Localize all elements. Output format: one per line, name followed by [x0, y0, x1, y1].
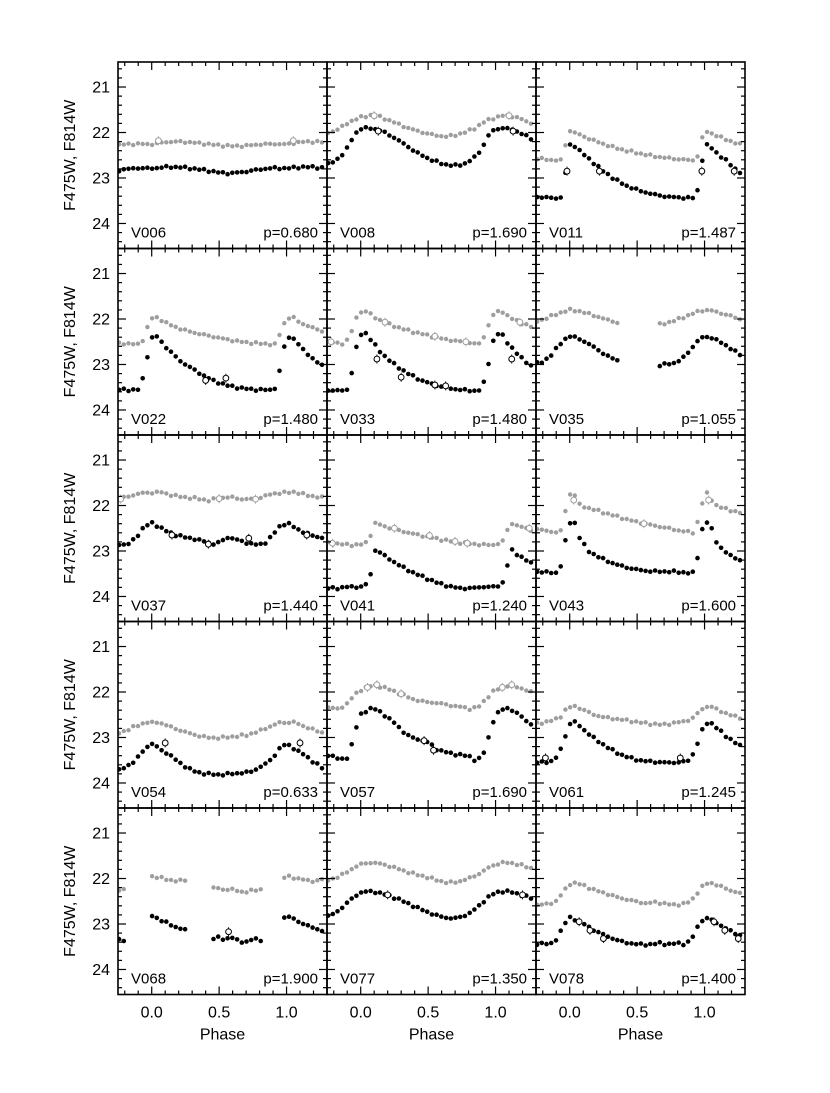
y-tick-label: 22: [92, 871, 110, 889]
panel-id-label: V078: [549, 970, 585, 988]
panel-id-label: V008: [340, 224, 376, 242]
panel-period-label: p=1.690: [472, 784, 527, 801]
y-tick-label: 24: [92, 775, 110, 793]
panel-period-label: p=1.350: [472, 970, 527, 988]
x-tick-label: 0.0: [349, 1004, 372, 1022]
y-tick-label: 24: [92, 588, 110, 606]
y-tick-label: 23: [92, 356, 110, 374]
panel-id-label: V057: [340, 784, 376, 801]
x-axis-title: Phase: [617, 1026, 664, 1044]
y-tick-label: 23: [92, 729, 110, 747]
y-tick-label: 23: [92, 543, 110, 561]
x-axis-title: Phase: [199, 1026, 246, 1044]
panel-period-label: p=0.633: [263, 784, 318, 801]
y-tick-label: 21: [92, 825, 110, 843]
x-tick-label: 0.5: [626, 1004, 649, 1022]
panel-id-label: V035: [549, 411, 585, 428]
x-tick-label: 0.5: [208, 1004, 231, 1022]
panel-period-label: p=1.900: [263, 970, 318, 988]
y-tick-label: 24: [92, 402, 110, 420]
panel-period-label: p=1.480: [263, 411, 318, 428]
y-tick-label: 23: [92, 170, 110, 188]
panel-period-label: p=1.440: [263, 597, 318, 615]
panel-period-label: p=1.055: [681, 411, 736, 428]
panel-period-label: p=1.480: [472, 411, 527, 428]
y-tick-label: 24: [92, 215, 110, 233]
y-axis-title: F475W, F814W: [62, 99, 79, 211]
panel-id-label: V068: [131, 970, 167, 988]
x-tick-label: 0.0: [558, 1004, 581, 1022]
panel-period-label: p=1.690: [472, 224, 527, 242]
panel-id-label: V043: [549, 597, 585, 615]
x-axis-title: Phase: [408, 1026, 455, 1044]
panel-id-label: V061: [549, 784, 585, 801]
y-tick-label: 21: [92, 452, 110, 470]
panel-id-label: V054: [131, 784, 167, 801]
panel-period-label: p=1.245: [681, 784, 736, 801]
panel-id-label: V022: [131, 411, 167, 428]
y-tick-label: 21: [92, 266, 110, 284]
panel-id-label: V037: [131, 597, 167, 615]
x-tick-label: 1.0: [484, 1004, 507, 1022]
x-tick-label: 0.0: [140, 1004, 163, 1022]
y-tick-label: 22: [92, 125, 110, 143]
y-axis-title: F475W, F814W: [62, 472, 79, 584]
panel-id-label: V033: [340, 411, 376, 428]
panel-period-label: p=0.680: [263, 224, 318, 242]
panel-period-label: p=1.240: [472, 597, 527, 615]
y-tick-label: 21: [92, 639, 110, 657]
x-tick-label: 1.0: [275, 1004, 298, 1022]
panel-id-label: V077: [340, 970, 376, 988]
y-tick-label: 21: [92, 79, 110, 97]
panel-id-label: V041: [340, 597, 376, 615]
panel-period-label: p=1.487: [681, 224, 736, 242]
y-tick-label: 24: [92, 961, 110, 979]
y-tick-label: 22: [92, 684, 110, 702]
panel-id-label: V006: [131, 224, 167, 242]
x-tick-label: 0.5: [417, 1004, 440, 1022]
x-tick-label: 1.0: [693, 1004, 716, 1022]
y-axis-title: F475W, F814W: [62, 845, 79, 957]
y-axis-title: F475W, F814W: [62, 286, 79, 398]
panel-id-label: V011: [549, 224, 583, 242]
y-tick-label: 22: [92, 311, 110, 329]
y-axis-title: F475W, F814W: [62, 659, 79, 771]
panel-period-label: p=1.400: [681, 970, 736, 988]
panel-period-label: p=1.600: [681, 597, 736, 615]
y-tick-label: 23: [92, 916, 110, 934]
y-tick-label: 22: [92, 498, 110, 516]
